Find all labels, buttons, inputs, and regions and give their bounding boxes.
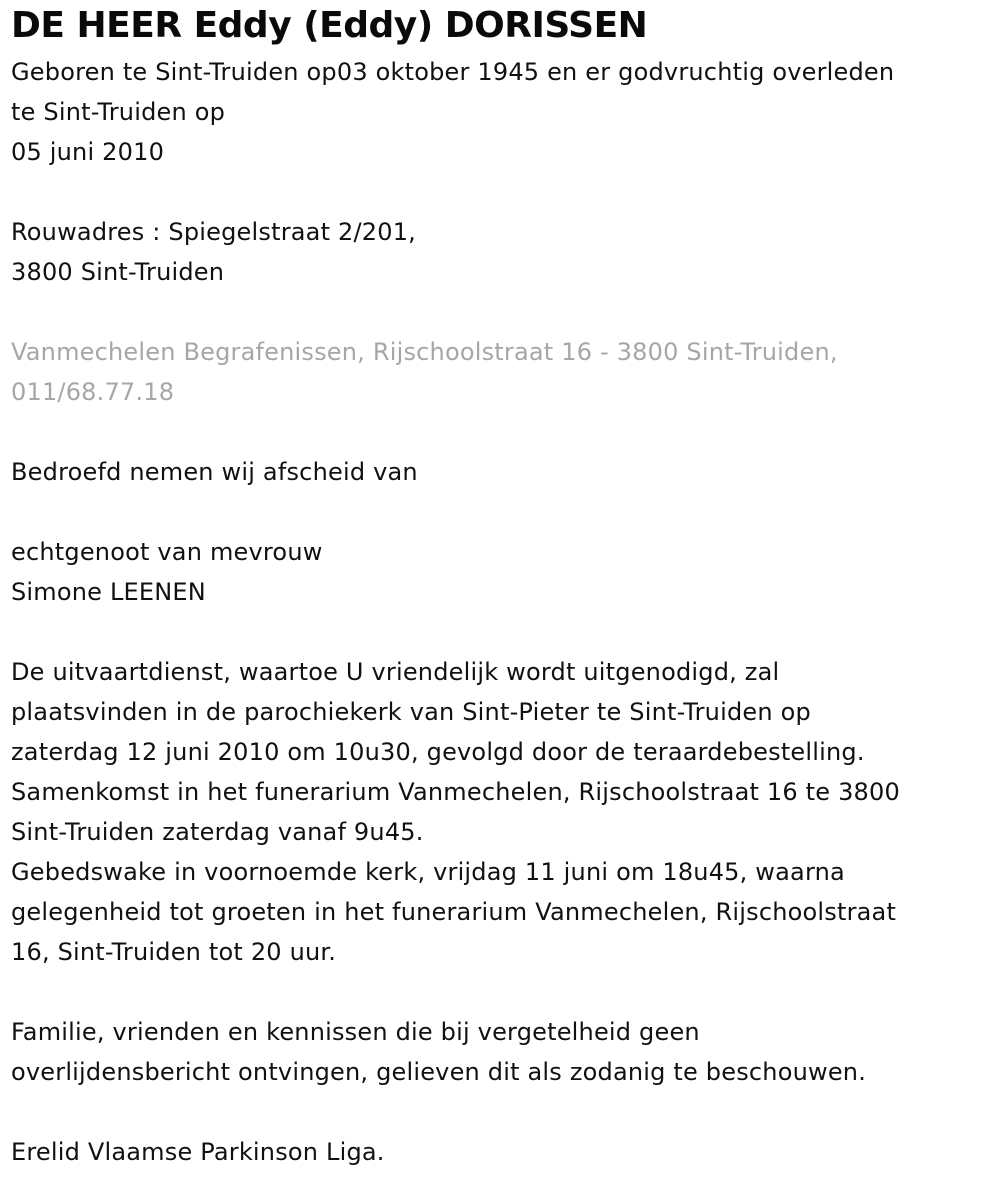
spacer <box>11 292 991 332</box>
service-line: 16, Sint-Truiden tot 20 uur. <box>11 938 337 966</box>
death-date-line: 05 juni 2010 <box>11 138 165 166</box>
funeral-home-phone: 011/68.77.18 <box>11 378 175 406</box>
notice-line: Familie, vrienden en kennissen die bij vergetelheid geen <box>11 1018 700 1046</box>
spacer <box>11 612 991 652</box>
service-line: plaatsvinden in de parochiekerk van Sint-Pieter te Sint-Truiden op <box>11 698 811 726</box>
birth-line: Geboren te Sint-Truiden op03 oktober 1945 en er godvruchtig overleden <box>11 58 895 86</box>
membership-line: Erelid Vlaamse Parkinson Liga. <box>11 1138 385 1166</box>
mourning-address-line: Rouwadres : Spiegelstraat 2/201, <box>11 218 417 246</box>
service-line: Samenkomst in het funerarium Vanmechelen, Rijschoolstraat 16 te 3800 <box>11 778 900 806</box>
spacer <box>11 412 991 452</box>
service-line: zaterdag 12 juni 2010 om 10u30, gevolgd door de teraardebestelling. <box>11 738 865 766</box>
farewell-line: Bedroefd nemen wij afscheid van <box>11 458 418 486</box>
service-line: Sint-Truiden zaterdag vanaf 9u45. <box>11 818 424 846</box>
spacer <box>11 492 991 532</box>
obituary-title: DE HEER Eddy (Eddy) DORISSEN <box>11 5 648 46</box>
spouse-line: echtgenoot van mevrouw <box>11 538 323 566</box>
notice-line: overlijdensbericht ontvingen, gelieven dit als zodanig te beschouwen. <box>11 1058 867 1086</box>
spacer <box>11 172 991 212</box>
spouse-name: Simone LEENEN <box>11 578 206 606</box>
service-line: Gebedswake in voornoemde kerk, vrijdag 11 juni om 18u45, waarna <box>11 858 845 886</box>
mourning-address-line: 3800 Sint-Truiden <box>11 258 225 286</box>
service-line: gelegenheid tot groeten in het funerarium Vanmechelen, Rijschoolstraat <box>11 898 897 926</box>
birth-line: te Sint-Truiden op <box>11 98 226 126</box>
funeral-home-line: Vanmechelen Begrafenissen, Rijschoolstraat 16 - 3800 Sint-Truiden, <box>11 338 838 366</box>
service-line: De uitvaartdienst, waartoe U vriendelijk wordt uitgenodigd, zal <box>11 658 780 686</box>
spacer <box>11 1092 991 1132</box>
spacer <box>11 972 991 1012</box>
obituary-document <box>11 0 991 1172</box>
